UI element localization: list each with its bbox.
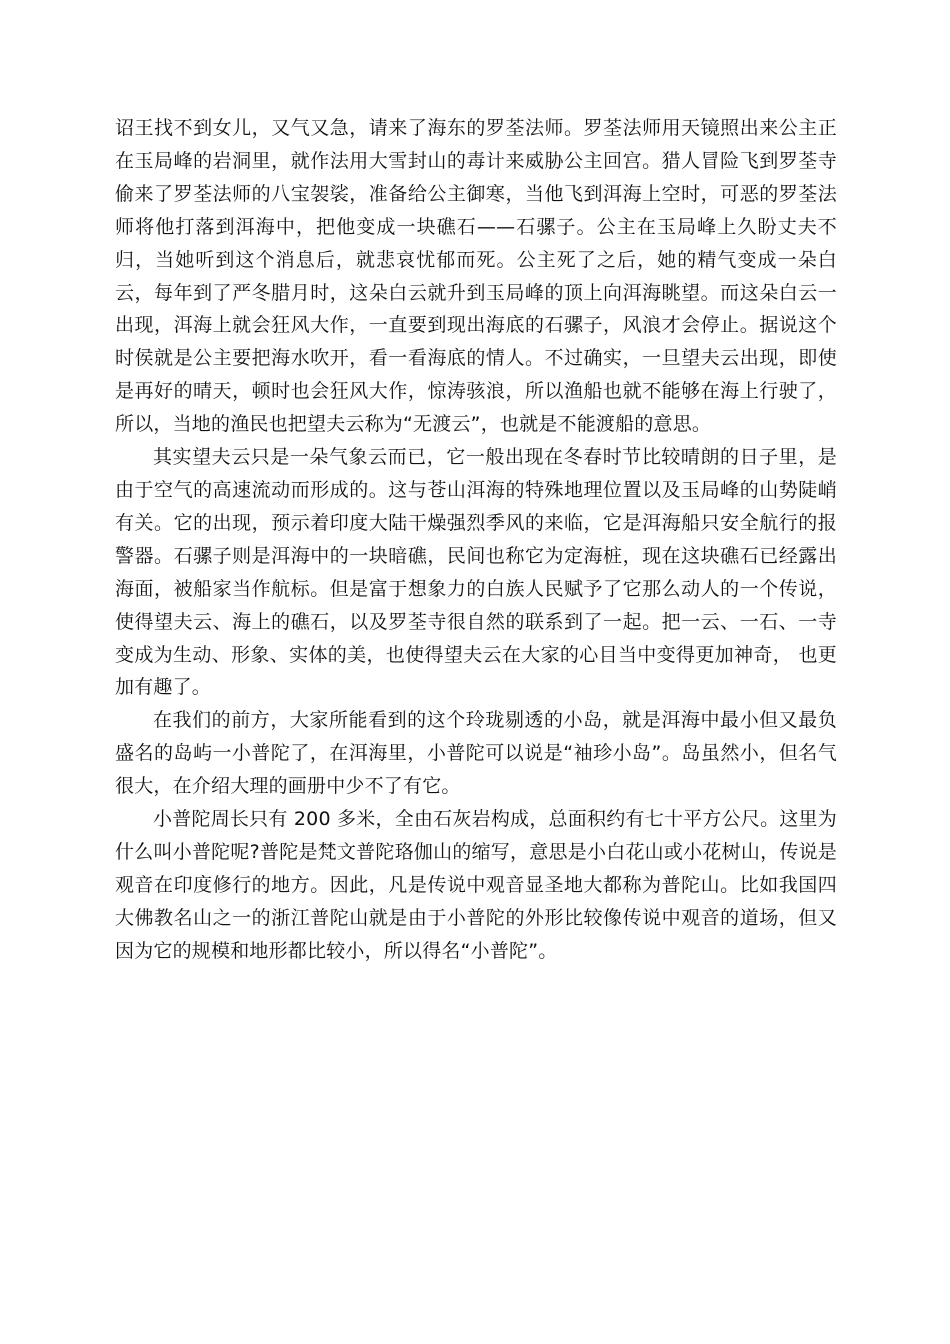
paragraph-cloud-explanation: 其实望夫云只是一朵气象云而已，它一般出现在冬春时节比较晴朗的日子里，是由于空气的高速流动而形成的。这与苍山洱海的特殊地理位置以及玉局峰的山势陡峭有关。它的出现，预示着印度大陆干燥强烈季风的来临，它是洱海船只安全航行的报警器。石骡子则是洱海中的一块暗礁，民间也称它为定海桩，现在这块礁石已经露出海面，被船家当作航标。但是富于想象力的白族人民赋予了它那么动人的一个传说，使得望夫云、海上的礁石，以及罗荃寺很自然的联系到了一起。把一云、一石、一寺变成为生动、形象、实体的美，也使得望夫云在大家的心目当中变得更加神奇， 也更加有趣了。 <box>115 446 837 699</box>
document-page <box>115 112 837 968</box>
paragraph-xiaoputuo-name: 小普陀周长只有 200 多米，全由石灰岩构成，总面积约有七十平方公尺。这里为什么叫小普陀呢?普陀是梵文普陀珞伽山的缩写，意思是小白花山或小花树山，传说是观音在印度修行的地方。因此，凡是传说中观音显圣地大都称为普陀山。比如我国四大佛教名山之一的浙江普陀山就是由于小普陀的外形比较像传说中观音的道场，但又因为它的规模和地形都比较小，所以得名“小普陀”。 <box>115 808 837 962</box>
paragraph-legend-continuation: 诏王找不到女儿，又气又急，请来了海东的罗荃法师。罗荃法师用天镜照出来公主正在玉局峰的岩洞里，就作法用大雪封山的毒计来威胁公主回宫。猎人冒险飞到罗荃寺偷来了罗荃法师的八宝袈裟，准备给公主御寒，当他飞到洱海上空时，可恶的罗荃法师将他打落到洱海中，把他变成一块礁石——石骡子。公主在玉局峰上久盼丈夫不归，当她听到这个消息后，就悲哀忧郁而死。公主死了之后，她的精气变成一朵白云，每年到了严冬腊月时，这朵白云就升到玉局峰的顶上向洱海眺望。而这朵白云一出现，洱海上就会狂风大作，一直要到现出海底的石骡子，风浪才会停止。据说这个时侯就是公主要把海水吹开，看一看海底的情人。不过确实，一旦望夫云出现，即使是再好的晴天，顿时也会狂风大作，惊涛骇浪，所以渔船也就不能够在海上行驶了，所以，当地的渔民也把望夫云称为“无渡云”，也就是不能渡船的意思。 <box>115 117 837 436</box>
paragraph-xiaoputuo-intro: 在我们的前方，大家所能看到的这个玲珑剔透的小岛，就是洱海中最小但又最负盛名的岛屿一小普陀了，在洱海里，小普陀可以说是“袖珍小岛”。岛虽然小，但名气很大，在介绍大理的画册中少不了有它。 <box>115 709 837 798</box>
